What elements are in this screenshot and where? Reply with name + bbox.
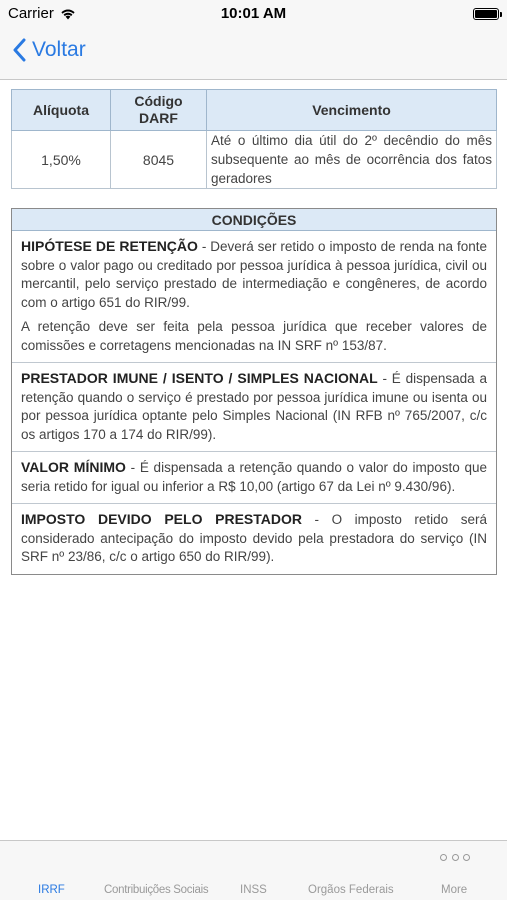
condition-text: - É dispensada a retenção quando o valor do imposto que seria retido for igual ou inferior a R$ 10,00 (artigo 67 da Lei nº 9.430/96). (21, 460, 487, 494)
tab-irrf[interactable]: IRRF (38, 884, 65, 896)
condition-title: IMPOSTO DEVIDO PELO PRESTADOR (21, 511, 302, 527)
more-dots-icon[interactable] (440, 854, 470, 862)
back-button-label: Voltar (32, 38, 86, 61)
condition-text: - É dispensada a retenção quando o serviço é prestado por pessoa jurídica imune ou isenta ou por pessoa jurídica optante pelo Simples Nacional (IN RFB nº 765/2007, c/c os artigos 170 a 174 do RIR/99). (21, 371, 487, 442)
condition-title: HIPÓTESE DE RETENÇÃO (21, 238, 198, 254)
condition-paragraph (21, 237, 487, 312)
conditions-header: CONDIÇÕES (12, 209, 496, 231)
condition-text: - O imposto retido será considerado antecipação do imposto devido pela prestadora do serviço (IN SRF nº 23/86, c/c o artigo 650 do RIR/99). (21, 512, 487, 564)
header-aliquota: Alíquota (12, 90, 111, 131)
tab-inss[interactable]: INSS (240, 884, 267, 896)
table-row (12, 131, 497, 189)
chevron-left-icon (12, 38, 26, 62)
rates-table (11, 89, 497, 189)
condition-paragraph (21, 510, 487, 567)
condition-title: PRESTADOR IMUNE / ISENTO / SIMPLES NACIONAL (21, 370, 378, 386)
content-area (11, 89, 497, 575)
condition-text: - Deverá ser retido o imposto de renda na fonte sobre o valor pago ou creditado por pessoa jurídica à pessoa jurídica, civil ou mercantil, pelo serviço prestado de intermediação e congêneres, de acordo com o artigo 651 do RIR/99. (21, 239, 487, 310)
cell-codigo: 8045 (111, 131, 207, 189)
header-codigo-line2: DARF (139, 110, 178, 126)
condition-title: VALOR MÍNIMO (21, 459, 126, 475)
condition-paragraph (21, 369, 487, 444)
condition-hipotese-retencao (12, 231, 496, 363)
battery-icon (473, 8, 499, 20)
rates-table-header-row (12, 90, 497, 131)
tab-contribuicoes-sociais[interactable]: Contribuições Sociais (104, 884, 209, 896)
header-codigo-darf (111, 90, 207, 131)
navigation-bar (0, 28, 507, 80)
tab-orgaos-federais[interactable]: Orgãos Federais (308, 884, 394, 896)
condition-valor-minimo (12, 452, 496, 504)
status-time: 10:01 AM (220, 5, 287, 22)
cell-aliquota: 1,50% (12, 131, 111, 189)
condition-extra-paragraph: A retenção deve ser feita pela pessoa jurídica que receber valores de comissões e corretagens mencionadas na IN SRF nº 153/87. (21, 319, 487, 353)
tab-more[interactable]: More (441, 884, 468, 896)
cell-vencimento: Até o último dia útil do 2º decêndio do mês subsequente ao mês de ocorrência dos fatos geradores (207, 131, 497, 189)
back-button[interactable] (12, 38, 86, 62)
conditions-panel (11, 208, 497, 575)
tab-bar (0, 840, 507, 900)
header-vencimento: Vencimento (207, 90, 497, 131)
condition-paragraph (21, 458, 487, 496)
header-codigo-line1: Código (134, 93, 183, 109)
status-bar (0, 0, 507, 28)
carrier-label: Carrier (8, 5, 54, 22)
condition-imposto-devido (12, 504, 496, 574)
condition-prestador-imune (12, 363, 496, 452)
